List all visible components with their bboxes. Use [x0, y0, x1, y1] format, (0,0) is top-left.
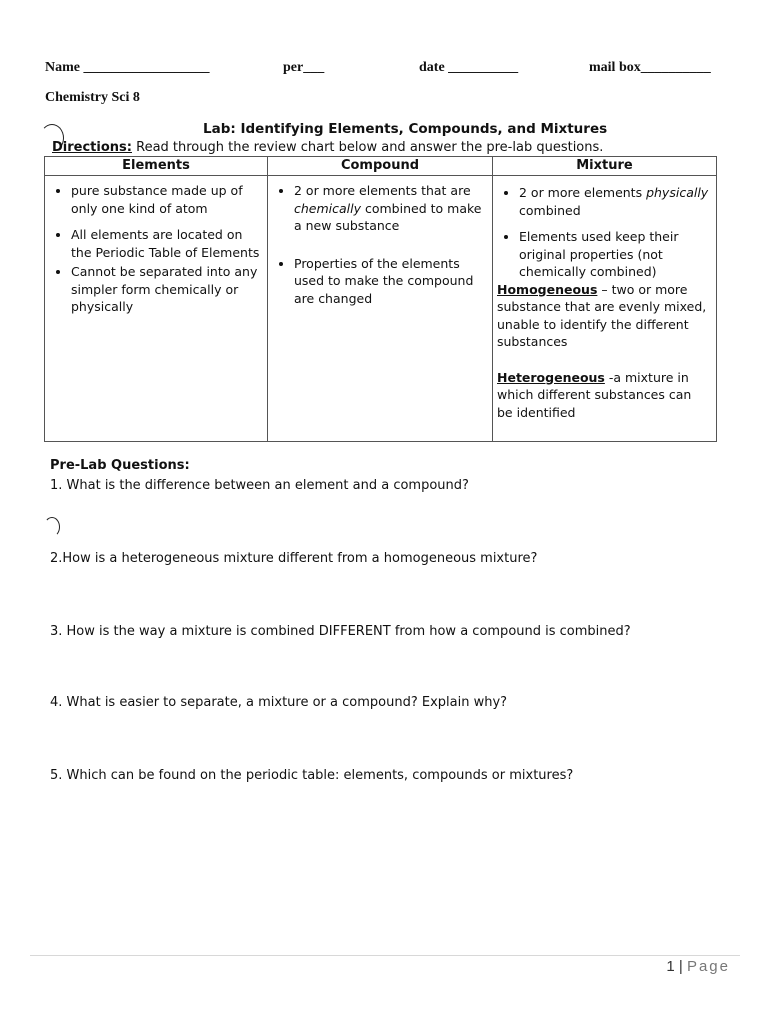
mixture-point: • Elements used keep their original properties (not chemically combined): [519, 228, 710, 281]
date-field-label: date __________: [419, 60, 519, 75]
compound-cell: [268, 176, 493, 442]
header-compound: Compound: [268, 157, 493, 176]
review-chart: [44, 156, 717, 442]
heterogeneous-definition: Heterogeneous -a mixture in which different substances can be identified: [497, 369, 692, 420]
footer-divider: [30, 955, 740, 956]
compound-point: • 2 or more elements that are chemically combined to make a new substance: [294, 182, 486, 235]
question-2: 2.How is a heterogeneous mixture different from a homogeneous mixture?: [50, 551, 538, 566]
question-1: 1. What is the difference between an element and a compound?: [50, 478, 469, 493]
elements-point: • Cannot be separated into any simpler form chemically or physically: [71, 263, 261, 316]
footer-separator: |: [674, 958, 687, 975]
page-title: Lab: Identifying Elements, Compounds, and Mixtures: [203, 121, 608, 137]
page-number: 1: [666, 958, 675, 975]
directions: [52, 140, 603, 155]
name-field-label: Name __________________: [45, 60, 210, 75]
directions-label: Directions:: [52, 140, 132, 155]
course-name: Chemistry Sci 8: [45, 90, 140, 105]
mailbox-field-label: mail box__________: [589, 60, 711, 75]
page-footer: [666, 958, 730, 975]
header-mixture: Mixture: [493, 157, 717, 176]
homogeneous-definition: Homogeneous – two or more substance that are evenly mixed, unable to identify the different substances: [497, 281, 707, 349]
elements-cell: [45, 176, 268, 442]
question-4: 4. What is easier to separate, a mixture or a compound? Explain why?: [50, 695, 508, 710]
compound-point: • Properties of the elements used to make the compound are changed: [294, 255, 486, 308]
mixture-cell: [493, 176, 717, 442]
period-field-label: per___: [283, 60, 325, 75]
page-label: Page: [686, 958, 730, 975]
prelab-heading: Pre-Lab Questions:: [50, 458, 190, 473]
elements-point: • All elements are located on the Periodic Table of Elements: [71, 226, 261, 261]
mixture-point: • 2 or more elements physically combined: [519, 184, 710, 219]
elements-point: • pure substance made up of only one kind of atom: [71, 182, 261, 217]
directions-text: Read through the review chart below and answer the pre-lab questions.: [131, 140, 604, 155]
question-3: 3. How is the way a mixture is combined DIFFERENT from how a compound is combined?: [50, 624, 631, 639]
question-5: 5. Which can be found on the periodic table: elements, compounds or mixtures?: [50, 768, 574, 783]
pen-mark: [44, 517, 60, 537]
header-elements: Elements: [45, 157, 268, 176]
